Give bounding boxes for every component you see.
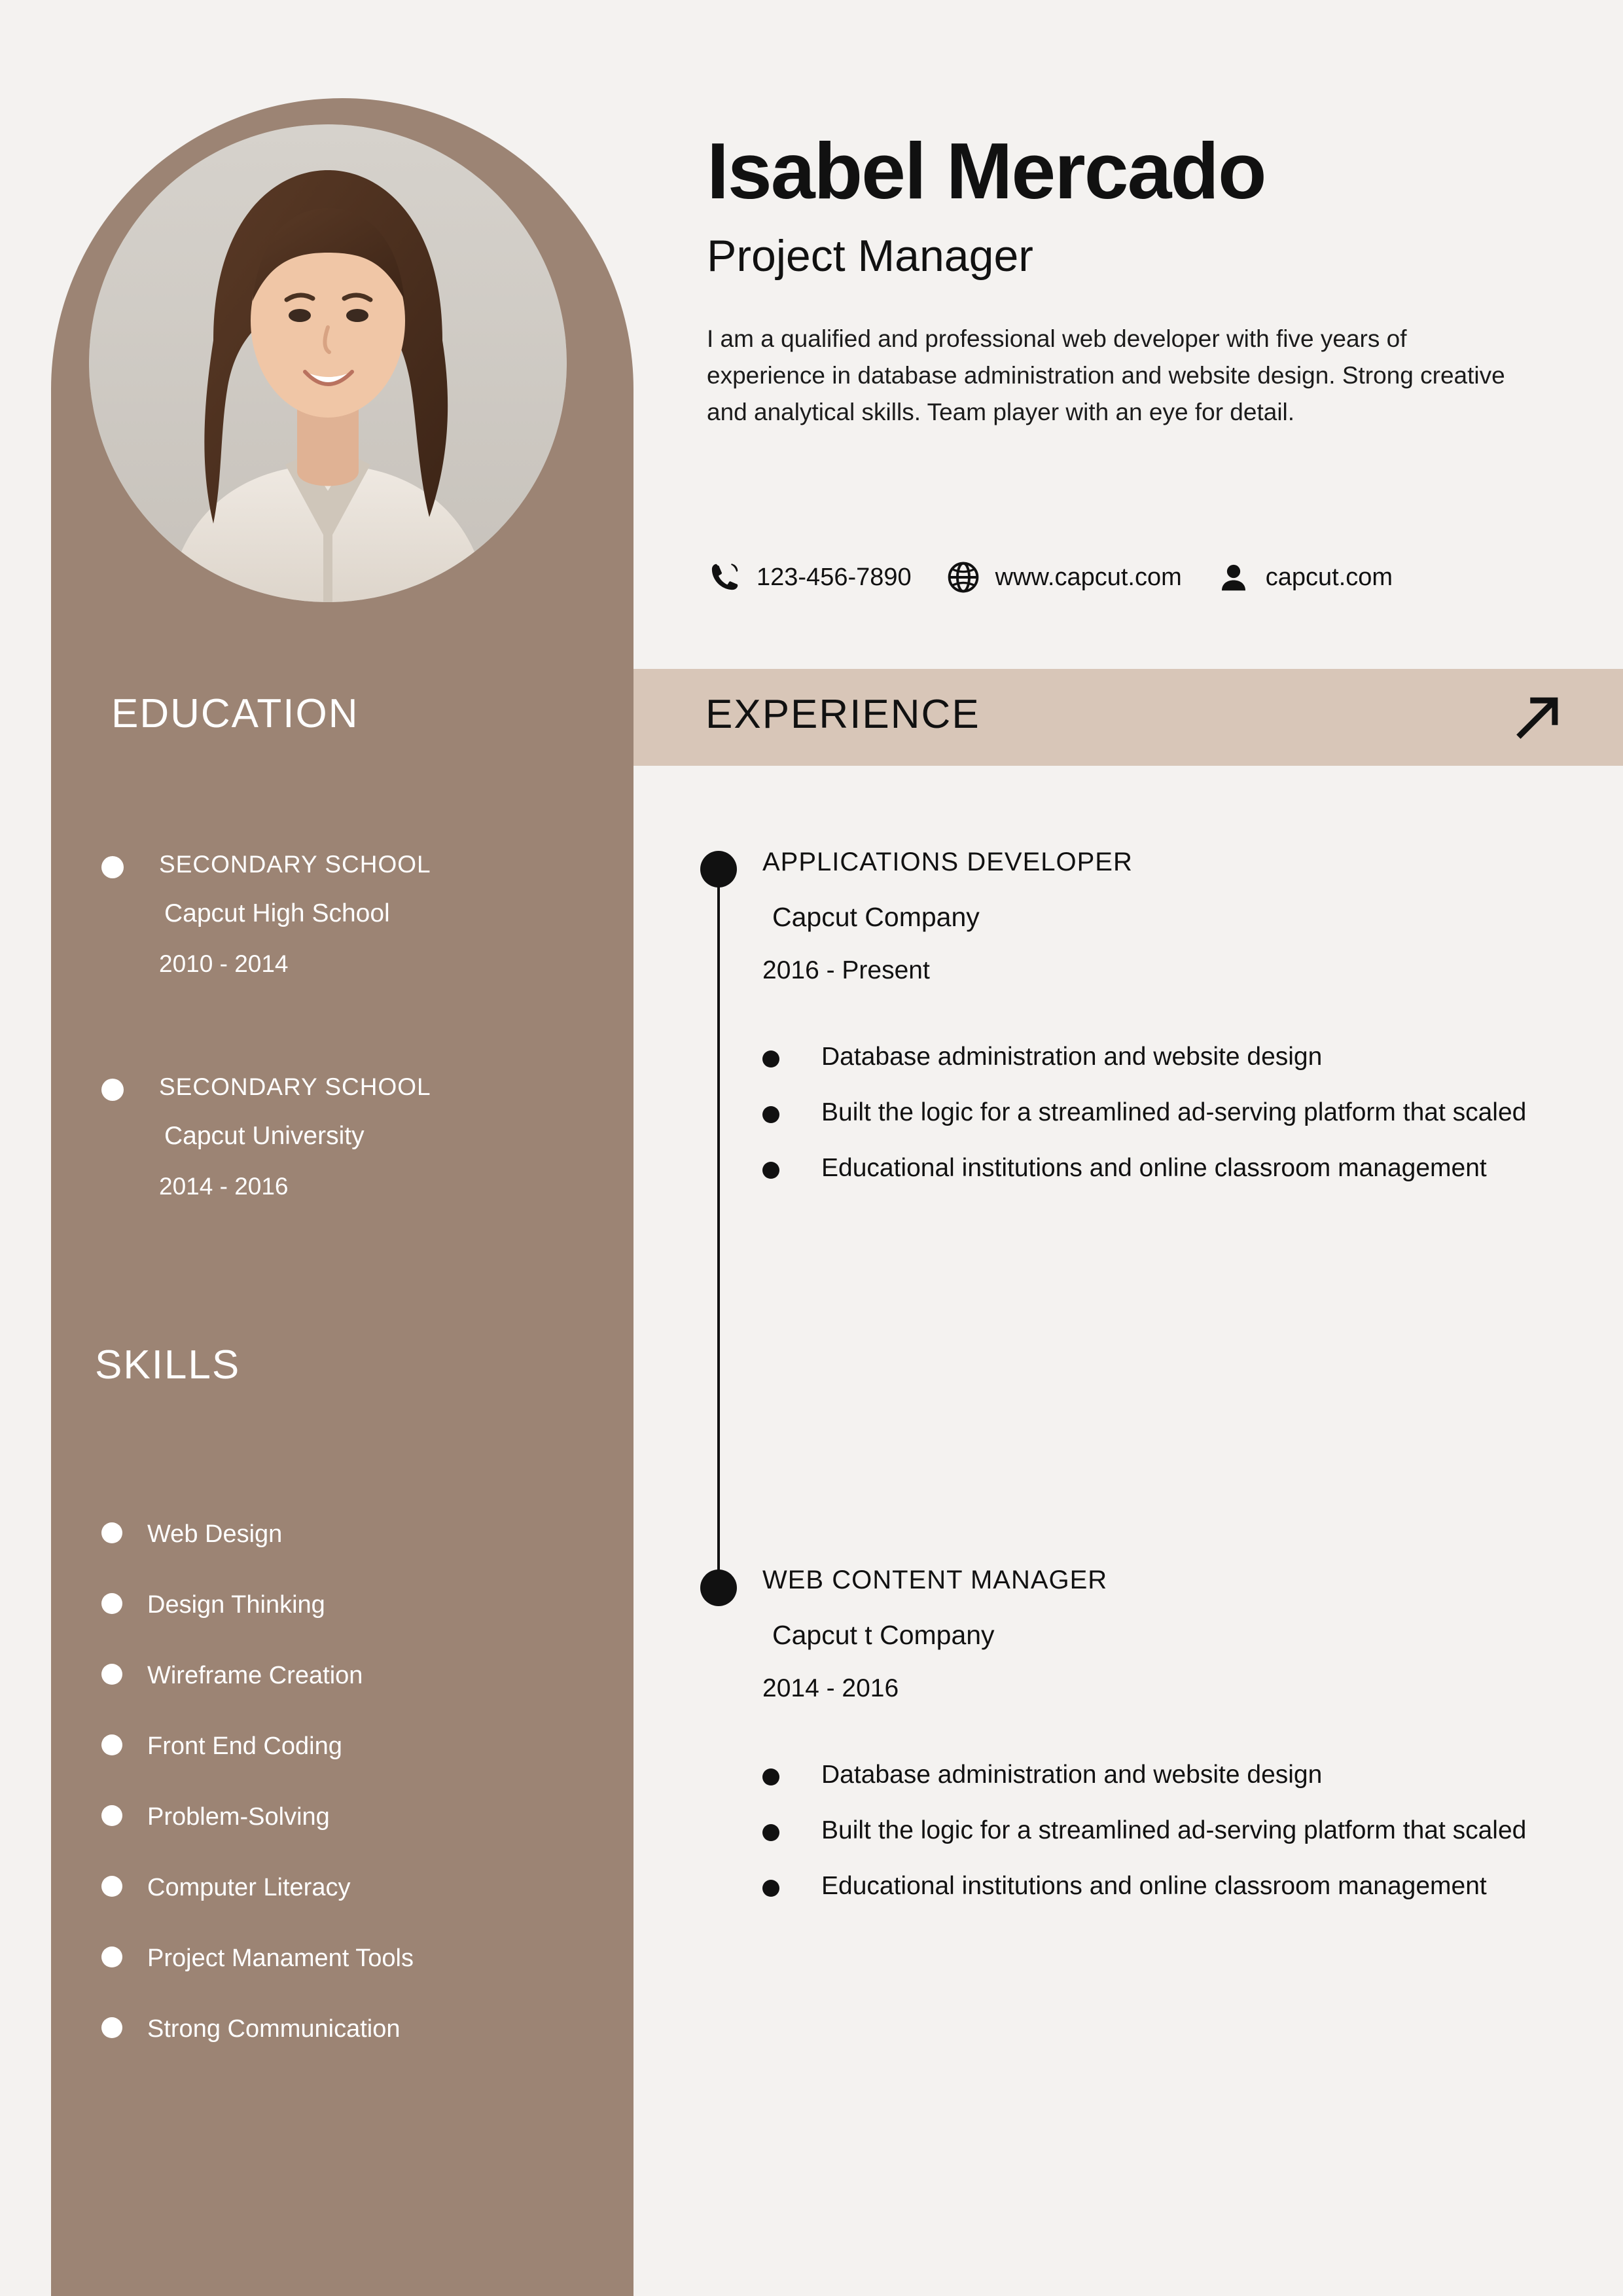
education-level: SECONDARY SCHOOL bbox=[159, 1073, 431, 1100]
job-role: WEB CONTENT MANAGER bbox=[762, 1566, 1108, 1594]
contact-username[interactable] bbox=[1216, 560, 1393, 595]
timeline-dot bbox=[700, 851, 737, 888]
list-item bbox=[101, 1782, 573, 1852]
contact-row bbox=[707, 560, 1590, 595]
bullet-text: Educational institutions and online classroom management bbox=[821, 1154, 1487, 1183]
education-years: 2010 - 2014 bbox=[159, 950, 289, 977]
list-item bbox=[762, 1865, 1587, 1907]
bullet-text: Database administration and website design bbox=[821, 1761, 1323, 1789]
list-item bbox=[101, 1570, 573, 1640]
bullet-icon bbox=[762, 1768, 779, 1785]
page-title: Isabel Mercado bbox=[707, 126, 1266, 215]
job-company: Capcut Company bbox=[772, 902, 980, 932]
job-dates: 2014 - 2016 bbox=[762, 1674, 899, 1702]
bullet-icon bbox=[762, 1162, 779, 1179]
experience-heading: EXPERIENCE bbox=[705, 692, 980, 737]
bullet-text: Built the logic for a streamlined ad-serving platform that scaled bbox=[821, 1816, 1527, 1845]
skills-list bbox=[101, 1499, 573, 2064]
experience-band bbox=[633, 669, 1623, 766]
contact-username-text: capcut.com bbox=[1265, 563, 1393, 591]
bullet-text: Database administration and website design bbox=[821, 1043, 1323, 1071]
list-item bbox=[762, 1092, 1587, 1133]
list-item bbox=[101, 1852, 573, 1923]
avatar bbox=[89, 124, 567, 602]
education-institution: Capcut High School bbox=[164, 899, 390, 927]
person-icon bbox=[1216, 560, 1251, 595]
header bbox=[707, 126, 1590, 431]
job-company: Capcut t Company bbox=[772, 1620, 995, 1650]
list-item bbox=[762, 1810, 1587, 1851]
bullet-icon bbox=[101, 1079, 124, 1101]
skill-label: Problem-Solving bbox=[147, 1803, 330, 1831]
contact-website-text: www.capcut.com bbox=[995, 563, 1182, 591]
skill-label: Strong Communication bbox=[147, 2015, 401, 2043]
bullet-icon bbox=[101, 1593, 122, 1614]
bullet-icon bbox=[762, 1824, 779, 1841]
skill-label: Wireframe Creation bbox=[147, 1662, 363, 1689]
globe-icon bbox=[946, 560, 981, 595]
bullet-icon bbox=[101, 856, 124, 878]
skill-label: Web Design bbox=[147, 1520, 283, 1548]
list-item bbox=[762, 1036, 1587, 1077]
list-item bbox=[101, 1923, 573, 1994]
portrait-photo-icon bbox=[89, 124, 567, 602]
bullet-text: Built the logic for a streamlined ad-serving platform that scaled bbox=[821, 1098, 1527, 1127]
job-dates: 2016 - Present bbox=[762, 956, 930, 984]
skills-heading: SKILLS bbox=[95, 1342, 241, 1388]
education-level: SECONDARY SCHOOL bbox=[159, 851, 431, 878]
skill-label: Design Thinking bbox=[147, 1591, 325, 1619]
skill-label: Computer Literacy bbox=[147, 1874, 351, 1901]
timeline-line bbox=[717, 870, 720, 1590]
contact-phone-text: 123-456-7890 bbox=[757, 563, 912, 591]
list-item bbox=[101, 1711, 573, 1782]
experience-item bbox=[762, 848, 1587, 1204]
list-item bbox=[101, 1640, 573, 1711]
job-title: Project Manager bbox=[707, 231, 1033, 281]
skill-label: Project Manament Tools bbox=[147, 1945, 414, 1972]
list-item bbox=[101, 1499, 573, 1570]
list-item bbox=[762, 1754, 1587, 1795]
bullet-icon bbox=[762, 1050, 779, 1067]
bullet-icon bbox=[101, 1876, 122, 1897]
skill-label: Front End Coding bbox=[147, 1732, 342, 1760]
bullet-icon bbox=[762, 1106, 779, 1123]
education-years: 2014 - 2016 bbox=[159, 1173, 289, 1200]
bullet-icon bbox=[762, 1880, 779, 1897]
bullet-text: Educational institutions and online classroom management bbox=[821, 1872, 1487, 1901]
bullet-icon bbox=[101, 1522, 122, 1543]
contact-website[interactable] bbox=[946, 560, 1182, 595]
education-item bbox=[101, 851, 560, 978]
bullet-icon bbox=[101, 1664, 122, 1685]
list-item bbox=[762, 1147, 1587, 1189]
job-role: APPLICATIONS DEVELOPER bbox=[762, 848, 1133, 876]
education-heading: EDUCATION bbox=[111, 691, 359, 736]
phone-icon bbox=[707, 560, 742, 595]
education-item bbox=[101, 1073, 560, 1200]
experience-item bbox=[762, 1566, 1587, 1922]
bullet-icon bbox=[101, 1946, 122, 1967]
contact-phone[interactable] bbox=[707, 560, 912, 595]
bullet-icon bbox=[101, 1734, 122, 1755]
arrow-up-right-icon[interactable] bbox=[1509, 690, 1565, 746]
timeline-dot bbox=[700, 1570, 737, 1606]
bullet-icon bbox=[101, 1805, 122, 1826]
job-bullets bbox=[762, 1754, 1587, 1907]
bullet-icon bbox=[101, 2017, 122, 2038]
job-bullets bbox=[762, 1036, 1587, 1189]
summary-text: I am a qualified and professional web developer with five years of experience in database administration and website design. Strong creative and analytical skills. Team player with an eye for detail. bbox=[707, 325, 1505, 426]
list-item bbox=[101, 1994, 573, 2064]
education-institution: Capcut University bbox=[164, 1122, 365, 1150]
